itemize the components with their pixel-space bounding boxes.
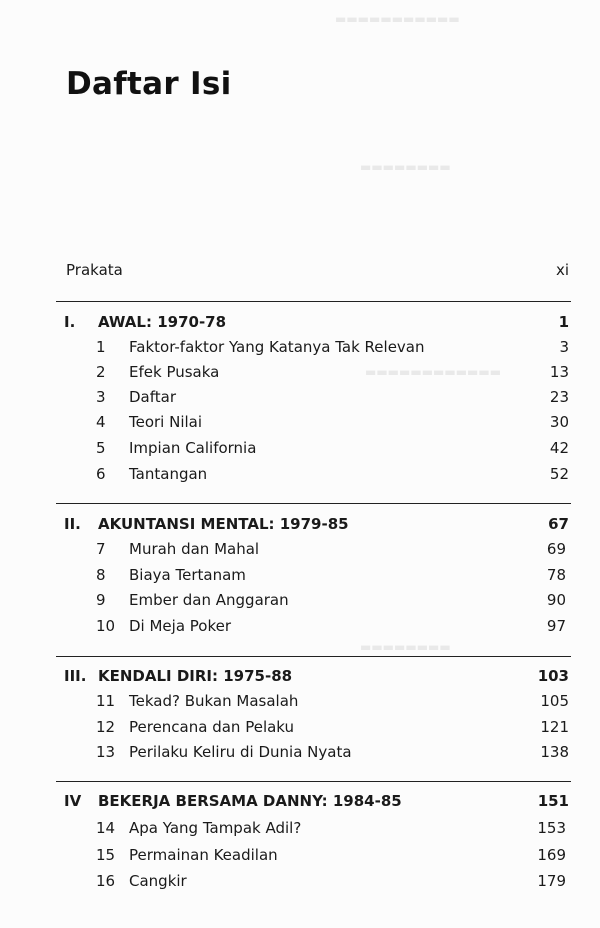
toc-chapter-row: [0, 740, 600, 764]
chapter-page: 23: [549, 388, 569, 406]
chapter-title: Efek Pusaka: [129, 363, 220, 381]
chapter-page: 42: [549, 439, 569, 457]
show-through-text: ▬▬▬▬▬▬▬▬▬▬▬▬: [365, 365, 502, 379]
preface-label: Prakata: [66, 261, 123, 279]
chapter-title: Perilaku Keliru di Dunia Nyata: [129, 743, 352, 761]
chapter-page: 121: [540, 718, 569, 736]
toc-chapter-row: [0, 462, 600, 486]
preface-page: xi: [555, 261, 569, 279]
chapter-title: Ember dan Anggaran: [129, 591, 289, 609]
chapter-number: 14: [96, 819, 116, 837]
section-divider: [56, 503, 571, 504]
toc-chapter-row: [0, 537, 600, 561]
toc-chapter-row: [0, 410, 600, 434]
chapter-number: 5: [96, 439, 106, 457]
toc-part-row: [0, 789, 600, 813]
part-numeral: II.: [64, 515, 81, 533]
chapter-page: 153: [537, 819, 566, 837]
chapter-page: 97: [546, 617, 566, 635]
part-page: 1: [558, 313, 569, 331]
part-title: AKUNTANSI MENTAL: 1979-85: [98, 515, 349, 533]
toc-chapter-row: [0, 869, 600, 893]
toc-part-row: [0, 512, 600, 536]
part-page: 103: [537, 667, 569, 685]
chapter-page: 105: [540, 692, 569, 710]
toc-chapter-row: [0, 614, 600, 638]
part-numeral: IV: [64, 792, 82, 810]
part-page: 151: [537, 792, 569, 810]
chapter-title: Tantangan: [129, 465, 208, 483]
toc-chapter-row: [0, 843, 600, 867]
toc-chapter-row: [0, 335, 600, 359]
section-divider: [56, 301, 571, 302]
chapter-number: 15: [96, 846, 116, 864]
show-through-text: ▬▬▬▬▬▬▬▬: [360, 640, 451, 654]
chapter-number: 13: [96, 743, 116, 761]
chapter-number: 9: [96, 591, 106, 609]
chapter-title: Di Meja Poker: [129, 617, 232, 635]
chapter-page: 169: [537, 846, 566, 864]
toc-chapter-row: [0, 563, 600, 587]
chapter-page: 90: [546, 591, 566, 609]
chapter-title: Daftar: [129, 388, 176, 406]
chapter-number: 3: [96, 388, 106, 406]
chapter-title: Impian California: [129, 439, 257, 457]
part-title: AWAL: 1970-78: [98, 313, 227, 331]
show-through-text: ▬▬▬▬▬▬▬▬: [360, 160, 451, 174]
toc-part-row: [0, 664, 600, 688]
chapter-title: Biaya Tertanam: [129, 566, 246, 584]
section-divider: [56, 781, 571, 782]
chapter-title: Murah dan Mahal: [129, 540, 260, 558]
chapter-title: Permainan Keadilan: [129, 846, 278, 864]
toc-chapter-row: [0, 385, 600, 409]
chapter-number: 16: [96, 872, 116, 890]
chapter-title: Tekad? Bukan Masalah: [129, 692, 299, 710]
section-divider: [56, 656, 571, 657]
chapter-number: 8: [96, 566, 106, 584]
chapter-number: 11: [96, 692, 116, 710]
part-title: KENDALI DIRI: 1975-88: [98, 667, 293, 685]
chapter-number: 1: [96, 338, 106, 356]
chapter-title: Cangkir: [129, 872, 187, 890]
toc-chapter-row: [0, 360, 600, 384]
toc-chapter-row: [0, 715, 600, 739]
toc-part-row: [0, 310, 600, 334]
part-numeral: I.: [64, 313, 76, 331]
chapter-page: 78: [546, 566, 566, 584]
toc-preface-row: [0, 258, 600, 282]
chapter-page: 3: [559, 338, 569, 356]
chapter-page: 69: [546, 540, 566, 558]
chapter-title: Faktor-faktor Yang Katanya Tak Relevan: [129, 338, 425, 356]
chapter-number: 4: [96, 413, 106, 431]
chapter-page: 179: [537, 872, 566, 890]
toc-chapter-row: [0, 689, 600, 713]
part-title: BEKERJA BERSAMA DANNY: 1984-85: [98, 792, 402, 810]
chapter-page: 138: [540, 743, 569, 761]
page-title: Daftar Isi: [66, 66, 232, 102]
show-through-text: ▬▬▬▬▬▬▬▬▬▬▬: [335, 12, 460, 26]
part-numeral: III.: [64, 667, 87, 685]
chapter-title: Teori Nilai: [129, 413, 203, 431]
chapter-number: 10: [96, 617, 116, 635]
chapter-number: 7: [96, 540, 106, 558]
toc-chapter-row: [0, 588, 600, 612]
chapter-number: 12: [96, 718, 116, 736]
chapter-title: Apa Yang Tampak Adil?: [129, 819, 302, 837]
chapter-number: 6: [96, 465, 106, 483]
chapter-page: 13: [549, 363, 569, 381]
toc-chapter-row: [0, 436, 600, 460]
chapter-number: 2: [96, 363, 106, 381]
chapter-title: Perencana dan Pelaku: [129, 718, 295, 736]
chapter-page: 52: [549, 465, 569, 483]
part-page: 67: [548, 515, 569, 533]
toc-chapter-row: [0, 816, 600, 840]
chapter-page: 30: [549, 413, 569, 431]
